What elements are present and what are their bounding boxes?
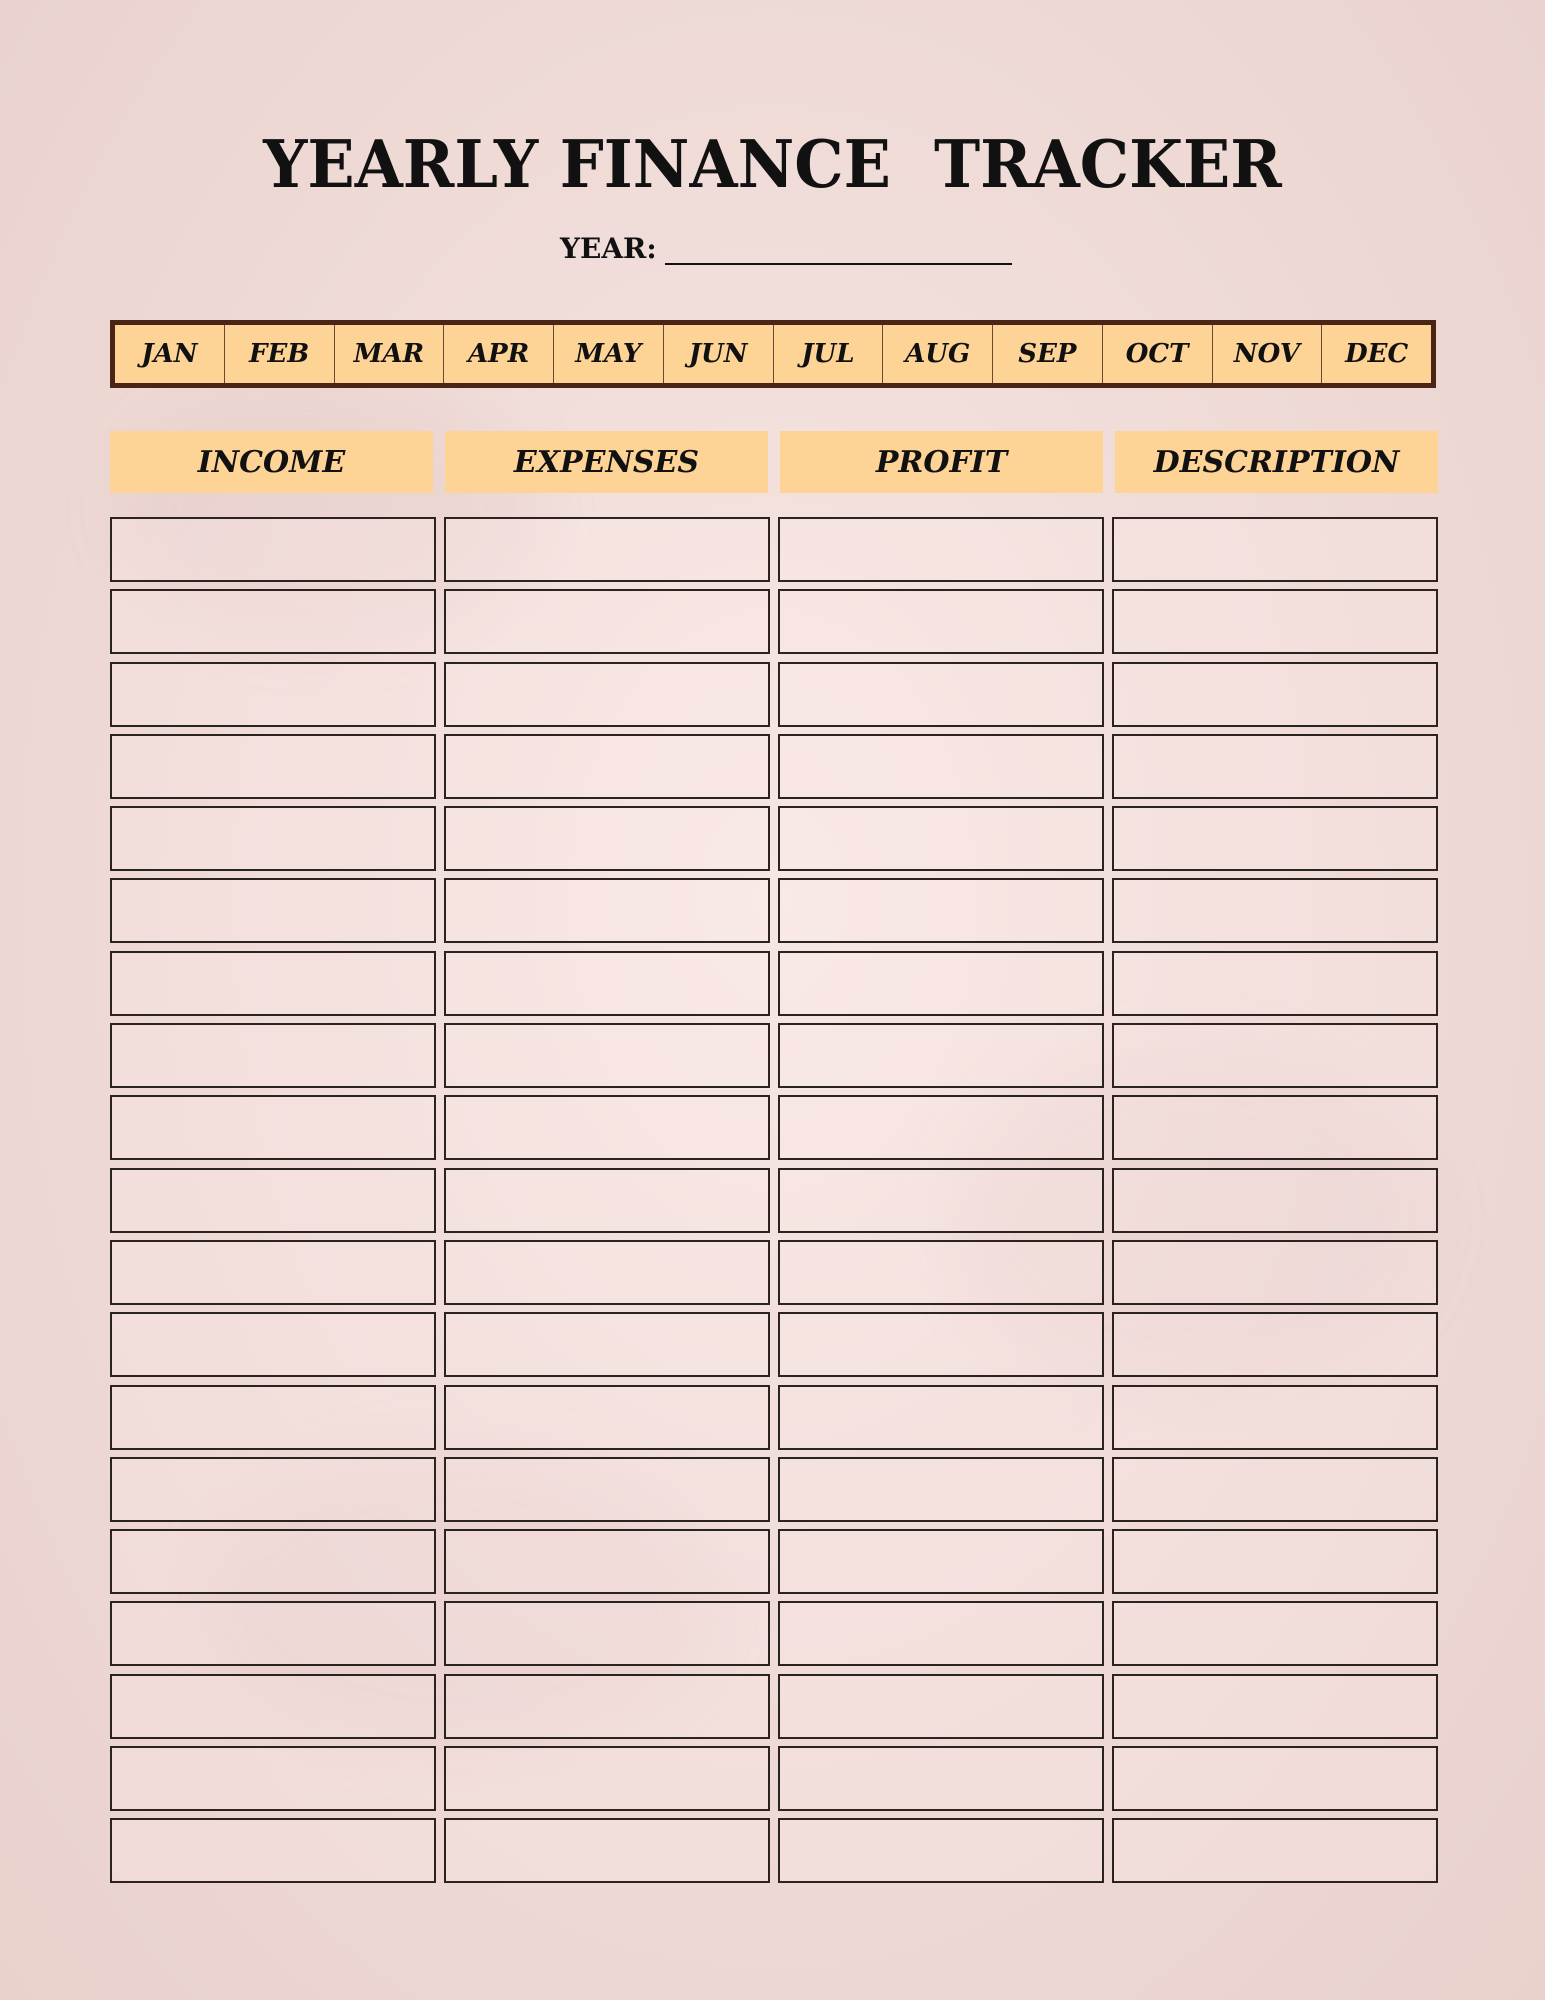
month-tab-aug[interactable]: AUG bbox=[883, 325, 993, 383]
table-row bbox=[110, 806, 1438, 871]
profit-cell[interactable] bbox=[778, 1023, 1104, 1088]
profit-cell[interactable] bbox=[778, 951, 1104, 1016]
description-cell[interactable] bbox=[1112, 1674, 1438, 1739]
year-label: YEAR: bbox=[560, 232, 657, 265]
table-row bbox=[110, 1818, 1438, 1883]
table-row bbox=[110, 1746, 1438, 1811]
expenses-cell[interactable] bbox=[444, 1457, 770, 1522]
profit-cell[interactable] bbox=[778, 1601, 1104, 1666]
income-cell[interactable] bbox=[110, 734, 436, 799]
description-cell[interactable] bbox=[1112, 1529, 1438, 1594]
income-cell[interactable] bbox=[110, 878, 436, 943]
expenses-cell[interactable] bbox=[444, 1168, 770, 1233]
profit-cell[interactable] bbox=[778, 734, 1104, 799]
profit-cell[interactable] bbox=[778, 1674, 1104, 1739]
table-row bbox=[110, 1023, 1438, 1088]
column-headers bbox=[110, 431, 1438, 493]
description-cell[interactable] bbox=[1112, 951, 1438, 1016]
income-cell[interactable] bbox=[110, 589, 436, 654]
expenses-cell[interactable] bbox=[444, 589, 770, 654]
profit-cell[interactable] bbox=[778, 1457, 1104, 1522]
income-cell[interactable] bbox=[110, 1601, 436, 1666]
expenses-cell[interactable] bbox=[444, 1674, 770, 1739]
expenses-cell[interactable] bbox=[444, 1529, 770, 1594]
year-input[interactable] bbox=[665, 237, 1012, 265]
expenses-cell[interactable] bbox=[444, 951, 770, 1016]
expenses-cell[interactable] bbox=[444, 878, 770, 943]
profit-cell[interactable] bbox=[778, 589, 1104, 654]
profit-cell[interactable] bbox=[778, 1818, 1104, 1883]
income-cell[interactable] bbox=[110, 1385, 436, 1450]
income-cell[interactable] bbox=[110, 1529, 436, 1594]
income-cell[interactable] bbox=[110, 1240, 436, 1305]
month-selector bbox=[110, 320, 1436, 388]
expenses-cell[interactable] bbox=[444, 806, 770, 871]
income-cell[interactable] bbox=[110, 951, 436, 1016]
table-row bbox=[110, 1601, 1438, 1666]
month-tab-nov[interactable]: NOV bbox=[1213, 325, 1323, 383]
income-cell[interactable] bbox=[110, 517, 436, 582]
profit-cell[interactable] bbox=[778, 1385, 1104, 1450]
column-header-profit: PROFIT bbox=[780, 431, 1103, 493]
income-cell[interactable] bbox=[110, 1312, 436, 1377]
profit-cell[interactable] bbox=[778, 1529, 1104, 1594]
profit-cell[interactable] bbox=[778, 1312, 1104, 1377]
profit-cell[interactable] bbox=[778, 1746, 1104, 1811]
description-cell[interactable] bbox=[1112, 1457, 1438, 1522]
description-cell[interactable] bbox=[1112, 734, 1438, 799]
income-cell[interactable] bbox=[110, 1168, 436, 1233]
month-tab-sep[interactable]: SEP bbox=[993, 325, 1103, 383]
page-title: YEARLY FINANCE TRACKER bbox=[263, 126, 1282, 203]
expenses-cell[interactable] bbox=[444, 1818, 770, 1883]
tracker-table bbox=[110, 517, 1438, 1891]
table-row bbox=[110, 1312, 1438, 1377]
description-cell[interactable] bbox=[1112, 517, 1438, 582]
month-tab-jan[interactable]: JAN bbox=[115, 325, 225, 383]
month-tab-may[interactable]: MAY bbox=[554, 325, 664, 383]
expenses-cell[interactable] bbox=[444, 517, 770, 582]
profit-cell[interactable] bbox=[778, 878, 1104, 943]
table-row bbox=[110, 878, 1438, 943]
income-cell[interactable] bbox=[110, 1818, 436, 1883]
income-cell[interactable] bbox=[110, 1457, 436, 1522]
column-header-expenses: EXPENSES bbox=[445, 431, 768, 493]
income-cell[interactable] bbox=[110, 662, 436, 727]
month-tab-jun[interactable]: JUN bbox=[664, 325, 774, 383]
income-cell[interactable] bbox=[110, 1023, 436, 1088]
description-cell[interactable] bbox=[1112, 1601, 1438, 1666]
income-cell[interactable] bbox=[110, 1746, 436, 1811]
profit-cell[interactable] bbox=[778, 1168, 1104, 1233]
description-cell[interactable] bbox=[1112, 662, 1438, 727]
description-cell[interactable] bbox=[1112, 1240, 1438, 1305]
table-row bbox=[110, 1385, 1438, 1450]
description-cell[interactable] bbox=[1112, 1385, 1438, 1450]
description-cell[interactable] bbox=[1112, 1746, 1438, 1811]
table-row bbox=[110, 1240, 1438, 1305]
month-tab-feb[interactable]: FEB bbox=[225, 325, 335, 383]
table-row bbox=[110, 1457, 1438, 1522]
table-row bbox=[110, 1529, 1438, 1594]
profit-cell[interactable] bbox=[778, 662, 1104, 727]
income-cell[interactable] bbox=[110, 1095, 436, 1160]
month-tab-mar[interactable]: MAR bbox=[335, 325, 445, 383]
description-cell[interactable] bbox=[1112, 1818, 1438, 1883]
description-cell[interactable] bbox=[1112, 878, 1438, 943]
expenses-cell[interactable] bbox=[444, 662, 770, 727]
profit-cell[interactable] bbox=[778, 1095, 1104, 1160]
table-row bbox=[110, 517, 1438, 582]
year-field bbox=[560, 232, 1012, 265]
month-tab-jul[interactable]: JUL bbox=[774, 325, 884, 383]
table-row bbox=[110, 662, 1438, 727]
expenses-cell[interactable] bbox=[444, 1312, 770, 1377]
profit-cell[interactable] bbox=[778, 1240, 1104, 1305]
income-cell[interactable] bbox=[110, 1674, 436, 1739]
column-header-description: DESCRIPTION bbox=[1115, 431, 1438, 493]
description-cell[interactable] bbox=[1112, 1168, 1438, 1233]
month-tab-apr[interactable]: APR bbox=[444, 325, 554, 383]
table-row bbox=[110, 734, 1438, 799]
profit-cell[interactable] bbox=[778, 517, 1104, 582]
expenses-cell[interactable] bbox=[444, 734, 770, 799]
income-cell[interactable] bbox=[110, 806, 436, 871]
description-cell[interactable] bbox=[1112, 589, 1438, 654]
description-cell[interactable] bbox=[1112, 1095, 1438, 1160]
table-row bbox=[110, 951, 1438, 1016]
expenses-cell[interactable] bbox=[444, 1746, 770, 1811]
table-row bbox=[110, 1095, 1438, 1160]
month-tab-dec[interactable]: DEC bbox=[1345, 339, 1409, 369]
description-cell[interactable] bbox=[1112, 806, 1438, 871]
column-header-income: INCOME bbox=[110, 431, 433, 493]
expenses-cell[interactable] bbox=[444, 1601, 770, 1666]
table-row bbox=[110, 1168, 1438, 1233]
expenses-cell[interactable] bbox=[444, 1240, 770, 1305]
profit-cell[interactable] bbox=[778, 806, 1104, 871]
month-tab-oct[interactable]: OCT bbox=[1103, 325, 1213, 383]
description-cell[interactable] bbox=[1112, 1312, 1438, 1377]
table-row bbox=[110, 1674, 1438, 1739]
description-cell[interactable] bbox=[1112, 1023, 1438, 1088]
expenses-cell[interactable] bbox=[444, 1385, 770, 1450]
expenses-cell[interactable] bbox=[444, 1095, 770, 1160]
table-row bbox=[110, 589, 1438, 654]
expenses-cell[interactable] bbox=[444, 1023, 770, 1088]
